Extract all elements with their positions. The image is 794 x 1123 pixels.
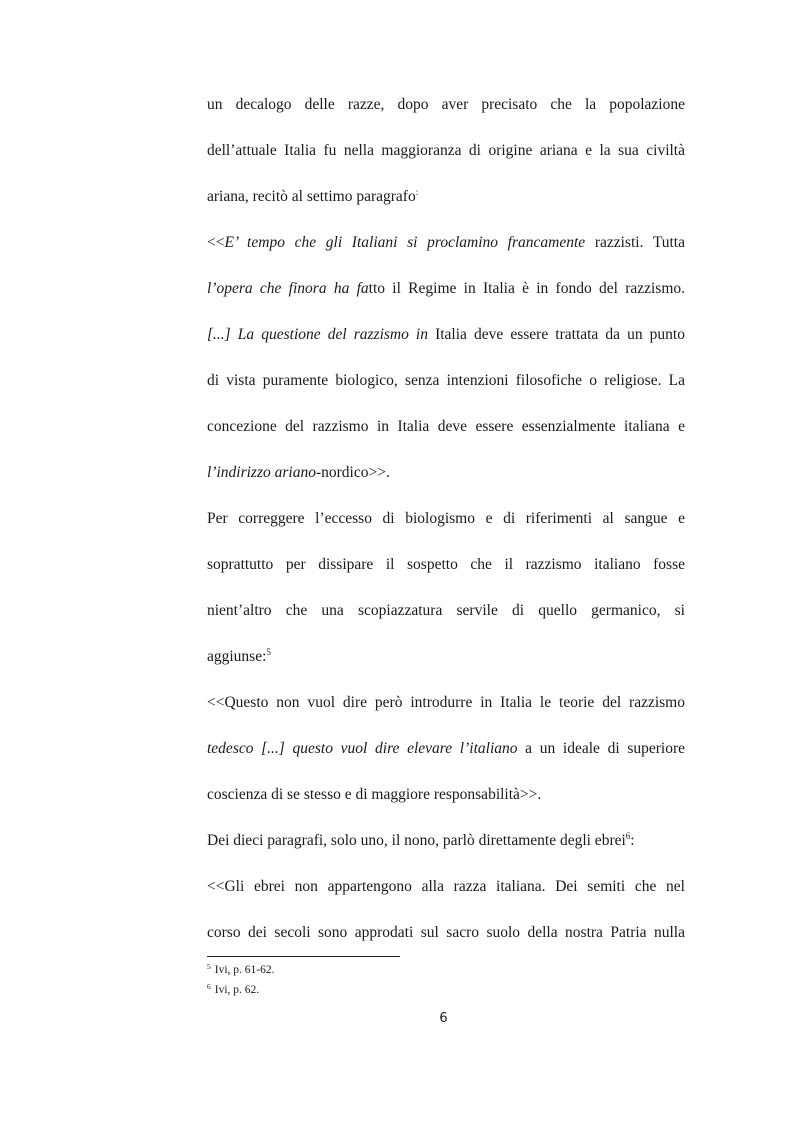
- quote-line: [207, 371, 685, 391]
- line-text: un decalogo delle razze, dopo aver precisato che la popolazione: [207, 96, 685, 113]
- line-text: -nordico>>.: [315, 464, 390, 481]
- footnote-ref[interactable]: 5: [266, 647, 271, 657]
- footnote: [207, 983, 259, 997]
- footnote: [207, 963, 274, 977]
- body-line: [207, 555, 685, 575]
- footnote-number: 6: [207, 982, 211, 991]
- body-line: [207, 601, 685, 621]
- quote-line: [207, 693, 685, 713]
- quote-line: [207, 463, 685, 483]
- line-text: tto il Regime in Italia è in fondo del razzismo.: [368, 280, 686, 297]
- quote-line: [207, 923, 685, 943]
- footnote-number: 5: [207, 962, 211, 971]
- italic-text: [...] La questione del razzismo in: [207, 326, 428, 343]
- line-text: aggiunse:: [207, 648, 267, 665]
- italic-text: l’indirizzo ariano: [207, 464, 316, 481]
- body-line: [207, 509, 685, 529]
- body-line: [207, 187, 685, 207]
- line-text: Dei dieci paragrafi, solo uno, il nono, parlò direttamente degli ebrei: [207, 832, 626, 849]
- italic-text: l’opera che finora ha fa: [207, 280, 369, 297]
- line-text: soprattutto per dissipare il sospetto che il razzismo italiano fosse: [207, 556, 685, 573]
- quote-line: [207, 877, 685, 897]
- body-line: [207, 141, 685, 161]
- italic-text: E’ tempo che gli Italiani si proclamino francamente: [224, 234, 586, 251]
- footnote-text: Ivi, p. 61-62.: [214, 964, 275, 976]
- italic-text: tedesco [...] questo vuol dire elevare l’italiano: [207, 740, 518, 757]
- line-text: <<Gli ebrei non appartengono alla razza italiana. Dei semiti che nel: [207, 878, 685, 895]
- page-number: 6: [439, 1011, 448, 1026]
- quote-line: [207, 279, 685, 299]
- line-text: Italia deve essere trattata da un punto: [428, 326, 685, 343]
- line-text: nient’altro che una scopiazzatura servile di quello germanico, si: [207, 602, 685, 619]
- quote-open: <<: [207, 234, 225, 251]
- line-text: ariana, recitò al settimo paragrafo: [207, 188, 416, 205]
- body-line: [207, 647, 685, 667]
- footnote-divider: [207, 956, 400, 957]
- line-text: <<Questo non vuol dire però introdurre in Italia le teorie del razzismo: [207, 694, 685, 711]
- quote-line: [207, 233, 685, 253]
- quote-line: [207, 417, 685, 437]
- line-text: coscienza di se stesso e di maggiore responsabilità>>.: [207, 786, 542, 803]
- line-text: dell’attuale Italia fu nella maggioranza di origine ariana e la sua civiltà: [207, 142, 685, 159]
- line-text: concezione del razzismo in Italia deve essere essenzialmente italiana e: [207, 418, 685, 435]
- footnote-mark: :: [415, 187, 419, 197]
- footnote-text: Ivi, p. 62.: [214, 984, 260, 996]
- line-text: corso dei secoli sono approdati sul sacro suolo della nostra Patria nulla: [207, 924, 685, 941]
- quote-line: [207, 325, 685, 345]
- quote-line: [207, 739, 685, 759]
- line-text: a un ideale di superiore: [517, 740, 685, 757]
- footnote-ref[interactable]: 6: [625, 831, 631, 841]
- line-text: razzisti. Tutta: [585, 234, 685, 251]
- line-text: :: [630, 832, 635, 849]
- line-text: di vista puramente biologico, senza intenzioni filosofiche o religiose. La: [207, 372, 685, 389]
- line-text: Per correggere l’eccesso di biologismo e di riferimenti al sangue e: [207, 510, 685, 527]
- quote-line: [207, 785, 685, 805]
- body-line: [207, 831, 685, 851]
- body-line: [207, 95, 685, 115]
